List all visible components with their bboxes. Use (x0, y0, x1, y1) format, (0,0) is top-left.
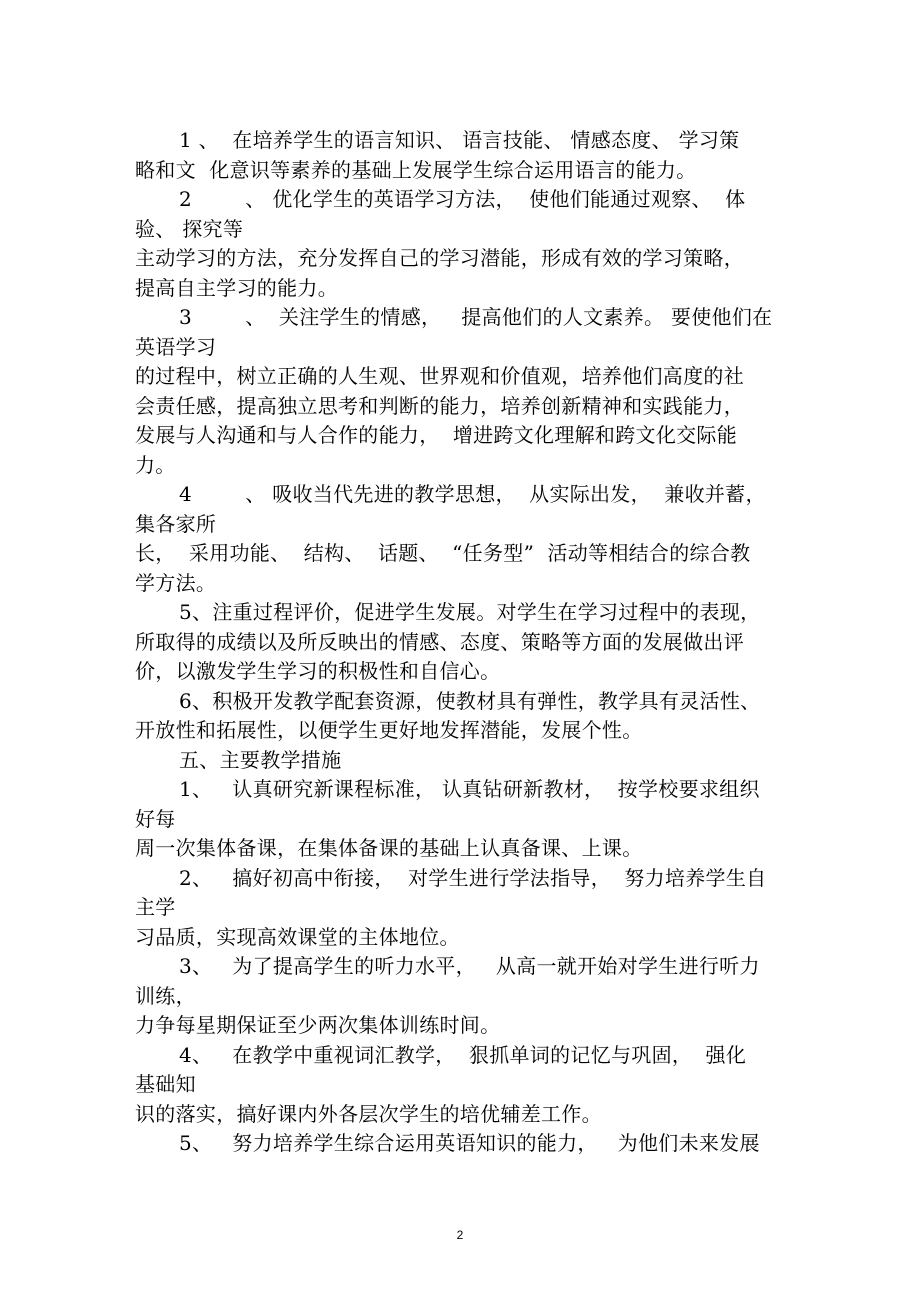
text-line: 开放性和拓展性，以便学生更好地发挥潜能，发展个性。 (135, 718, 643, 742)
text-line: 会责任感，提高独立思考和判断的能力，培养创新精神和实践能力， (135, 393, 744, 418)
text-line: 1 、 在培养学生的语言知识、 语言技能、 情感态度、 学习策 (179, 128, 740, 152)
text-line: 价，以激发学生学习的积极性和自信心。 (135, 659, 501, 683)
text-line: 3、 为了提高学生的听力水平， 从高一就开始对学生进行听力 (179, 954, 760, 978)
page-number: 2 (456, 1228, 464, 1242)
text-line: 基础知 (135, 1072, 196, 1096)
text-line: 4 、 吸收当代先进的教学思想， 从实际出发， 兼收并蓄， (179, 482, 766, 506)
section-heading: 五、主要教学措施 (179, 747, 342, 772)
text-line: 的过程中，树立正确的人生观、世界观和价值观，培养他们高度的社 (135, 364, 744, 388)
text-line: 主学 (135, 895, 176, 919)
text-line: 3 、 关注学生的情感， 提高他们的人文素养。 要使他们在 (179, 305, 773, 329)
text-line: 英语学习 (135, 334, 217, 359)
text-line: 训练， (135, 983, 196, 1008)
text-line: 所取得的成绩以及所反映出的情感、态度、策略等方面的发展做出评 (135, 629, 744, 654)
text-line: 1、 认真研究新课程标准， 认真钻研新教材， 按学校要求组织 (179, 777, 760, 801)
text-line: 好每 (135, 806, 176, 831)
text-line: 2、 搞好初高中衔接， 对学生进行学法指导， 努力培养学生自 (179, 865, 767, 890)
text-line: 5、 努力培养学生综合运用英语知识的能力， 为他们未来发展 (179, 1131, 760, 1155)
text-line: 提高自主学习的能力。 (135, 275, 338, 300)
text-line: 发展与人沟通和与人合作的能力， 增进跨文化理解和跨文化交际能 (135, 423, 738, 447)
text-line: 6、积极开发教学配套资源，使教材具有弹性，教学具有灵活性、 (179, 688, 761, 713)
text-line: 4、 在教学中重视词汇教学， 狠抓单词的记忆与巩固， 强化 (179, 1042, 747, 1067)
text-line: 2 、 优化学生的英语学习方法， 使他们能通过观察、 体 (179, 187, 746, 211)
text-line: 习品质，实现高效课堂的主体地位。 (135, 924, 460, 949)
text-line: 识的落实，搞好课内外各层次学生的培优辅差工作。 (135, 1101, 602, 1126)
text-line: 力争每星期保证至少两次集体训练时间。 (135, 1013, 501, 1037)
text-line: 周一次集体备课，在集体备课的基础上认真备课、上课。 (135, 836, 643, 860)
text-line: 集各家所 (135, 511, 217, 536)
text-line: 力。 (135, 452, 176, 477)
text-line: 主动学习的方法，充分发挥自己的学习潜能，形成有效的学习策略， (135, 246, 744, 270)
text-line: 学方法。 (135, 570, 217, 595)
text-line: 长， 采用功能、 结构、 话题、 “任务型” 活动等相结合的综合教 (135, 541, 751, 565)
text-line: 略和文 化意识等素养的基础上发展学生综合运用语言的能力。 (135, 157, 697, 182)
document-body (135, 126, 795, 1159)
text-line: 5、注重过程评价，促进学生发展。对学生在学习过程中的表现， (179, 600, 761, 624)
text-line: 验、 探究等 (135, 216, 244, 241)
